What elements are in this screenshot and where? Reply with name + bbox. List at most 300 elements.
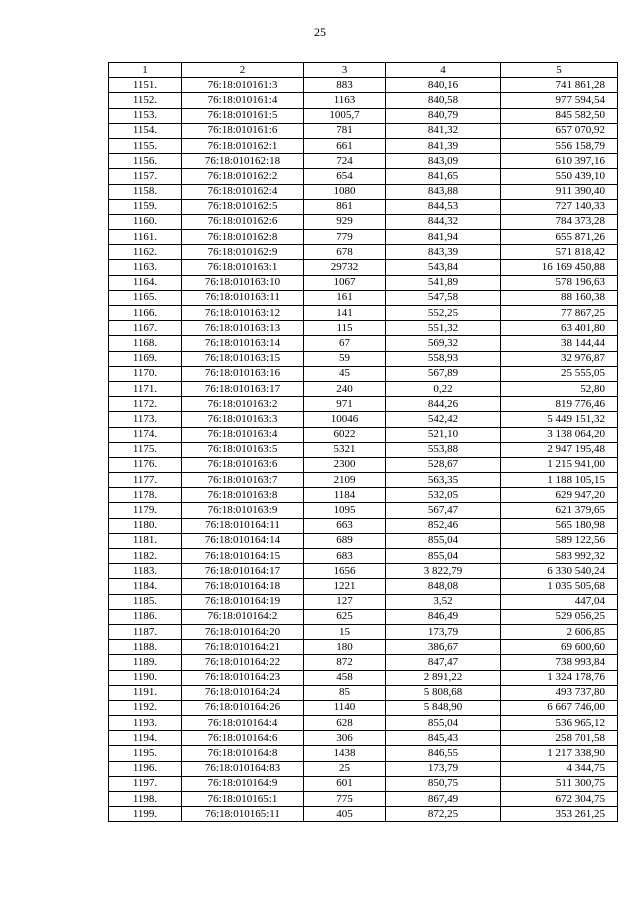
table-cell: 5 449 151,32 [501,412,618,427]
table-cell: 911 390,40 [501,184,618,199]
table-cell: 1162. [109,245,182,260]
table-cell: 1196. [109,761,182,776]
table-cell: 76:18:010162:4 [182,184,304,199]
table-cell: 929 [304,214,386,229]
table-cell: 458 [304,670,386,685]
table-cell: 521,10 [386,427,501,442]
table-cell: 672 304,75 [501,792,618,807]
table-cell: 840,58 [386,93,501,108]
table-cell: 1221 [304,579,386,594]
table-cell: 76:18:010162:8 [182,230,304,245]
table-cell: 1140 [304,700,386,715]
table-cell: 541,89 [386,275,501,290]
table-cell: 76:18:010161:4 [182,93,304,108]
table-row [109,381,618,396]
table-cell: 76:18:010164:17 [182,564,304,579]
table-cell: 551,32 [386,321,501,336]
table-cell: 76:18:010163:1 [182,260,304,275]
table-cell: 69 600,60 [501,640,618,655]
table-cell: 76:18:010162:9 [182,245,304,260]
table-cell: 683 [304,549,386,564]
table-cell: 883 [304,78,386,93]
table-cell: 67 [304,336,386,351]
table-cell: 386,67 [386,640,501,655]
table-cell: 258 701,58 [501,731,618,746]
table-cell: 578 196,63 [501,275,618,290]
table-cell: 180 [304,640,386,655]
table-cell: 1197. [109,776,182,791]
table-cell: 663 [304,518,386,533]
table-cell: 1176. [109,457,182,472]
table-cell: 76:18:010163:7 [182,473,304,488]
table-cell: 784 373,28 [501,214,618,229]
table-cell: 844,26 [386,397,501,412]
table-row [109,138,618,153]
table-cell: 25 [304,761,386,776]
table-row [109,184,618,199]
table-cell: 306 [304,731,386,746]
table-cell: 528,67 [386,457,501,472]
table-cell: 3 822,79 [386,564,501,579]
table-cell: 661 [304,138,386,153]
table-cell: 10046 [304,412,386,427]
table-row [109,670,618,685]
table-cell: 847,47 [386,655,501,670]
table-row [109,214,618,229]
table-row [109,685,618,700]
table-cell: 1170. [109,366,182,381]
table-cell: 841,39 [386,138,501,153]
table-cell: 532,05 [386,488,501,503]
table-cell: 52,80 [501,381,618,396]
table-cell: 1177. [109,473,182,488]
table-cell: 77 867,25 [501,306,618,321]
table-cell: 621 379,65 [501,503,618,518]
table-cell: 1154. [109,123,182,138]
table-cell: 1195. [109,746,182,761]
table-cell: 601 [304,776,386,791]
table-row [109,746,618,761]
table-cell: 846,55 [386,746,501,761]
table-cell: 76:18:010162:5 [182,199,304,214]
table-cell: 2 606,85 [501,624,618,639]
table-row [109,503,618,518]
table-cell: 76:18:010161:3 [182,78,304,93]
column-header: 2 [182,63,304,78]
table-cell: 781 [304,123,386,138]
table-cell: 76:18:010164:2 [182,609,304,624]
table-cell: 76:18:010165:11 [182,807,304,822]
table-cell: 1438 [304,746,386,761]
table-cell: 161 [304,290,386,305]
table-cell: 845 582,50 [501,108,618,123]
table-row [109,549,618,564]
table-cell: 88 160,38 [501,290,618,305]
table-row [109,761,618,776]
table-body [109,78,618,822]
table-cell: 1656 [304,564,386,579]
table-cell: 841,94 [386,230,501,245]
table-cell: 76:18:010162:1 [182,138,304,153]
table-cell: 76:18:010162:18 [182,154,304,169]
table-cell: 85 [304,685,386,700]
table-cell: 1005,7 [304,108,386,123]
table-cell: 845,43 [386,731,501,746]
table-cell: 76:18:010163:13 [182,321,304,336]
table-cell: 3 138 064,20 [501,427,618,442]
table-cell: 848,08 [386,579,501,594]
table-cell: 1161. [109,230,182,245]
table-cell: 852,46 [386,518,501,533]
table-cell: 76:18:010164:83 [182,761,304,776]
table-cell: 1151. [109,78,182,93]
table-cell: 5321 [304,442,386,457]
table-cell: 775 [304,792,386,807]
table-cell: 1 217 338,90 [501,746,618,761]
table-row [109,230,618,245]
table-cell: 655 871,26 [501,230,618,245]
table-cell: 15 [304,624,386,639]
page-number: 25 [314,25,326,39]
table-cell: 16 169 450,88 [501,260,618,275]
table-cell: 2300 [304,457,386,472]
table-cell: 1185. [109,594,182,609]
table-cell: 844,32 [386,214,501,229]
table-row [109,169,618,184]
table-cell: 76:18:010164:18 [182,579,304,594]
table-cell: 565 180,98 [501,518,618,533]
table-row [109,260,618,275]
table-cell: 1160. [109,214,182,229]
table-cell: 1167. [109,321,182,336]
table-row [109,564,618,579]
table-cell: 29732 [304,260,386,275]
table-cell: 678 [304,245,386,260]
table-cell: 542,42 [386,412,501,427]
table-row [109,792,618,807]
table-cell: 610 397,16 [501,154,618,169]
table-cell: 855,04 [386,549,501,564]
table-cell: 1 188 105,15 [501,473,618,488]
table-row [109,154,618,169]
table-cell: 63 401,80 [501,321,618,336]
table-cell: 1152. [109,93,182,108]
table-cell: 843,88 [386,184,501,199]
table-row [109,93,618,108]
table-cell: 76:18:010163:5 [182,442,304,457]
table-cell: 76:18:010163:14 [182,336,304,351]
table-cell: 1 324 178,76 [501,670,618,685]
table-cell: 855,04 [386,533,501,548]
table-cell: 841,32 [386,123,501,138]
table-cell: 841,65 [386,169,501,184]
table-row [109,306,618,321]
table-cell: 3,52 [386,594,501,609]
table-row [109,716,618,731]
table-row [109,427,618,442]
table-cell: 628 [304,716,386,731]
table-cell: 76:18:010163:17 [182,381,304,396]
table-row [109,199,618,214]
table-cell: 25 555,05 [501,366,618,381]
table-cell: 1183. [109,564,182,579]
table-cell: 1173. [109,412,182,427]
table-cell: 529 056,25 [501,609,618,624]
table-cell: 1165. [109,290,182,305]
table-row [109,457,618,472]
table-cell: 76:18:010164:6 [182,731,304,746]
table-cell: 1181. [109,533,182,548]
table-cell: 563,35 [386,473,501,488]
table-row [109,533,618,548]
table-cell: 971 [304,397,386,412]
table-cell: 115 [304,321,386,336]
table-cell: 872,25 [386,807,501,822]
table-cell: 846,49 [386,609,501,624]
data-table [108,62,618,822]
table-cell: 1194. [109,731,182,746]
table-row [109,488,618,503]
table-cell: 1157. [109,169,182,184]
table-cell: 76:18:010164:20 [182,624,304,639]
table-cell: 6 667 746,00 [501,700,618,715]
table-row [109,321,618,336]
table-cell: 511 300,75 [501,776,618,791]
table-cell: 569,32 [386,336,501,351]
table-cell: 1184. [109,579,182,594]
table-row [109,579,618,594]
table-cell: 850,75 [386,776,501,791]
table-cell: 6 330 540,24 [501,564,618,579]
table-cell: 1175. [109,442,182,457]
table-row [109,700,618,715]
table-row [109,609,618,624]
table-cell: 76:18:010163:16 [182,366,304,381]
column-header: 3 [304,63,386,78]
table-cell: 2109 [304,473,386,488]
table-cell: 353 261,25 [501,807,618,822]
table-cell: 1172. [109,397,182,412]
table-cell: 2 891,22 [386,670,501,685]
table-cell: 1180. [109,518,182,533]
table-row [109,275,618,290]
table-cell: 654 [304,169,386,184]
table-cell: 1198. [109,792,182,807]
table-cell: 76:18:010163:9 [182,503,304,518]
table-cell: 76:18:010164:8 [182,746,304,761]
table-cell: 447,04 [501,594,618,609]
table-cell: 6022 [304,427,386,442]
table-cell: 76:18:010163:2 [182,397,304,412]
table-cell: 1067 [304,275,386,290]
table-cell: 819 776,46 [501,397,618,412]
table-cell: 76:18:010163:6 [182,457,304,472]
table-cell: 141 [304,306,386,321]
table-cell: 76:18:010164:4 [182,716,304,731]
table-row [109,108,618,123]
table-row [109,351,618,366]
table-cell: 76:18:010162:2 [182,169,304,184]
table-cell: 1189. [109,655,182,670]
table-row [109,78,618,93]
table-cell: 2 947 195,48 [501,442,618,457]
table-cell: 571 818,42 [501,245,618,260]
table-cell: 76:18:010164:19 [182,594,304,609]
table-cell: 1187. [109,624,182,639]
table-cell: 1168. [109,336,182,351]
table-row [109,640,618,655]
table-cell: 1186. [109,609,182,624]
table-cell: 59 [304,351,386,366]
table-cell: 173,79 [386,761,501,776]
table-row [109,518,618,533]
table-cell: 76:18:010164:9 [182,776,304,791]
table-cell: 840,79 [386,108,501,123]
table-cell: 76:18:010164:14 [182,533,304,548]
table-cell: 76:18:010162:6 [182,214,304,229]
table-cell: 493 737,80 [501,685,618,700]
table-cell: 1174. [109,427,182,442]
table-cell: 76:18:010164:23 [182,670,304,685]
table-cell: 1155. [109,138,182,153]
table-cell: 629 947,20 [501,488,618,503]
table-cell: 583 992,32 [501,549,618,564]
table-cell: 1190. [109,670,182,685]
table-cell: 1 035 505,68 [501,579,618,594]
table-cell: 1095 [304,503,386,518]
table-cell: 727 140,33 [501,199,618,214]
table-row [109,473,618,488]
table-cell: 5 808,68 [386,685,501,700]
table-cell: 861 [304,199,386,214]
table-cell: 76:18:010165:1 [182,792,304,807]
table-cell: 844,53 [386,199,501,214]
table-cell: 1184 [304,488,386,503]
table-cell: 76:18:010161:5 [182,108,304,123]
table-cell: 5 848,90 [386,700,501,715]
table-cell: 550 439,10 [501,169,618,184]
table-cell: 625 [304,609,386,624]
table-row [109,655,618,670]
table-cell: 76:18:010163:4 [182,427,304,442]
table-cell: 240 [304,381,386,396]
table-cell: 977 594,54 [501,93,618,108]
table-row [109,336,618,351]
table-cell: 779 [304,230,386,245]
table-cell: 127 [304,594,386,609]
column-header: 4 [386,63,501,78]
table-row [109,123,618,138]
table-cell: 1153. [109,108,182,123]
table-cell: 547,58 [386,290,501,305]
table-cell: 76:18:010163:8 [182,488,304,503]
table-row [109,412,618,427]
table-row [109,366,618,381]
table-cell: 741 861,28 [501,78,618,93]
table-cell: 536 965,12 [501,716,618,731]
column-header: 5 [501,63,618,78]
table-cell: 76:18:010164:15 [182,549,304,564]
table-cell: 76:18:010163:10 [182,275,304,290]
table-cell: 1178. [109,488,182,503]
table-cell: 1169. [109,351,182,366]
table-row [109,290,618,305]
table-cell: 843,39 [386,245,501,260]
table-cell: 405 [304,807,386,822]
table-cell: 1182. [109,549,182,564]
table-cell: 840,16 [386,78,501,93]
table-cell: 738 993,84 [501,655,618,670]
table-cell: 567,89 [386,366,501,381]
table-cell: 1199. [109,807,182,822]
table-cell: 724 [304,154,386,169]
table-cell: 558,93 [386,351,501,366]
table-cell: 38 144,44 [501,336,618,351]
table-cell: 1159. [109,199,182,214]
table-row [109,442,618,457]
column-header: 1 [109,63,182,78]
table-cell: 567,47 [386,503,501,518]
table-cell: 1164. [109,275,182,290]
table-cell: 76:18:010163:3 [182,412,304,427]
table-cell: 1080 [304,184,386,199]
table-cell: 1158. [109,184,182,199]
table-cell: 76:18:010163:11 [182,290,304,305]
table-cell: 76:18:010163:12 [182,306,304,321]
table-cell: 1 215 941,00 [501,457,618,472]
table-header-row [109,63,618,78]
table-cell: 1171. [109,381,182,396]
table-row [109,731,618,746]
table-cell: 173,79 [386,624,501,639]
table-row [109,624,618,639]
table-cell: 657 070,92 [501,123,618,138]
table-cell: 553,88 [386,442,501,457]
table-cell: 1163. [109,260,182,275]
table-row [109,594,618,609]
table-cell: 1179. [109,503,182,518]
table-cell: 867,49 [386,792,501,807]
table-cell: 76:18:010164:21 [182,640,304,655]
table-row [109,807,618,822]
table-cell: 1193. [109,716,182,731]
table-cell: 1192. [109,700,182,715]
table-cell: 76:18:010164:26 [182,700,304,715]
table-cell: 45 [304,366,386,381]
table-cell: 32 976,87 [501,351,618,366]
table-cell: 872 [304,655,386,670]
table-cell: 76:18:010164:11 [182,518,304,533]
table-cell: 1188. [109,640,182,655]
table-cell: 0,22 [386,381,501,396]
table-cell: 543,84 [386,260,501,275]
table-cell: 552,25 [386,306,501,321]
table-cell: 855,04 [386,716,501,731]
table-cell: 4 344,75 [501,761,618,776]
table-cell: 589 122,56 [501,533,618,548]
table-cell: 76:18:010163:15 [182,351,304,366]
table-cell: 76:18:010161:6 [182,123,304,138]
table-cell: 556 158,79 [501,138,618,153]
table-cell: 1191. [109,685,182,700]
table-cell: 1163 [304,93,386,108]
table-cell: 76:18:010164:22 [182,655,304,670]
table-cell: 843,09 [386,154,501,169]
table-row [109,245,618,260]
table-row [109,776,618,791]
table-cell: 1156. [109,154,182,169]
table-cell: 1166. [109,306,182,321]
